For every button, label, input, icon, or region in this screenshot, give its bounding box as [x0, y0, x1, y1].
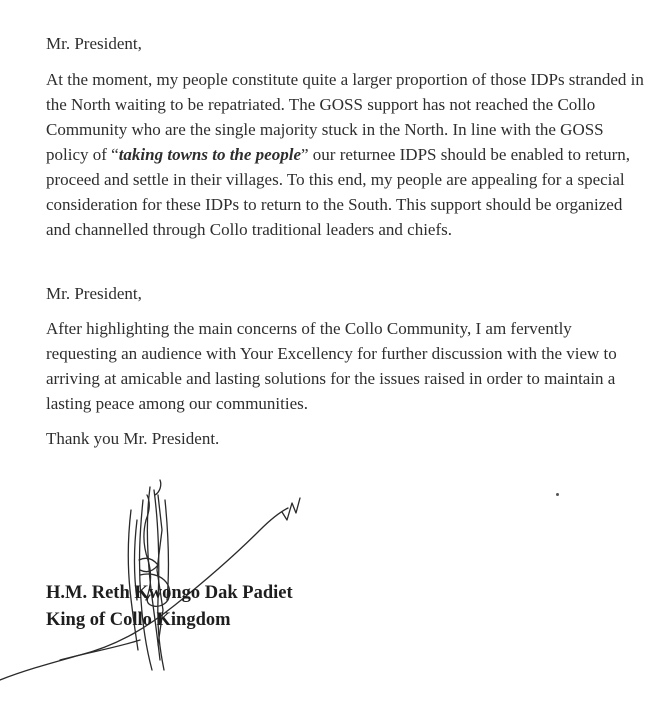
- signatory-title: King of Collo Kingdom: [46, 610, 231, 630]
- paragraph-idp-support-text-after: ” our returnee IDPS should be enabled to return, proceed and settle in their villages. To this end, my people are appealing for a special consideration for these IDPs to return to the South. This support should be organized and channelled through Collo traditional leaders and chiefs.: [46, 145, 631, 239]
- paragraph-idp-support-text-before: At the moment, my people constitute quite a larger proportion of those IDPs stranded in the North waiting to be repatriated. The GOSS support has not reached the Collo Community who are the single majority stuck in the North. In line with the GOSS policy of “: [46, 70, 644, 164]
- salutation-first: Mr. President,: [46, 34, 142, 53]
- signatory-name: H.M. Reth Kwongo Dak Padiet: [46, 583, 293, 603]
- policy-emphasis: taking towns to the people: [118, 145, 301, 164]
- salutation-second: Mr. President,: [46, 284, 142, 303]
- paragraph-idp-support: [46, 67, 646, 242]
- closing-line: Thank you Mr. President.: [46, 429, 220, 448]
- paragraph-audience-request: After highlighting the main concerns of the Collo Community, I am fervently requesting an audience with Your Excellency for further discussion with the view to arriving at amicable and lasting solutions for the issues raised in order to maintain a lasting peace among our communities.: [46, 319, 617, 413]
- scan-speck: [556, 493, 559, 496]
